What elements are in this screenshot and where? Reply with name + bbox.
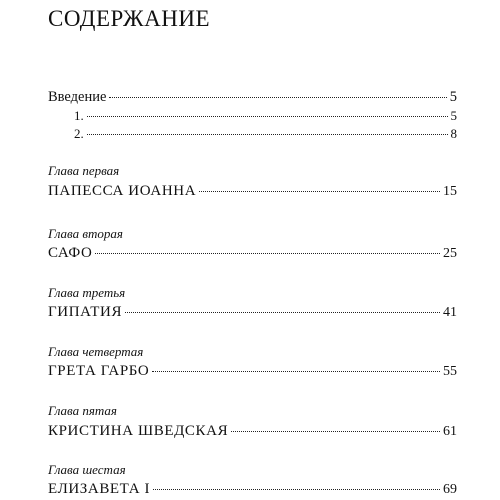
- dot-leader: [95, 253, 440, 254]
- toc-subentry-label: 1.: [74, 108, 84, 123]
- toc-entry-introduction[interactable]: [48, 88, 457, 106]
- toc-subentry-2[interactable]: [74, 126, 457, 142]
- toc-page-number: 25: [443, 246, 457, 261]
- toc-page-number: 5: [449, 89, 457, 105]
- dot-leader: [87, 116, 448, 117]
- page-title: СОДЕРЖАНИЕ: [48, 6, 211, 31]
- chapter-title: ГИПАТИЯ: [48, 304, 123, 320]
- dot-leader: [153, 489, 440, 490]
- dot-leader: [109, 97, 446, 98]
- toc-entry-chapter-1[interactable]: [48, 182, 457, 201]
- toc-page-number: 55: [443, 364, 457, 379]
- dot-leader: [152, 371, 440, 372]
- chapter-kicker: Глава первая: [48, 163, 120, 178]
- dot-leader: [87, 134, 448, 135]
- toc-entry-chapter-4[interactable]: [48, 362, 457, 381]
- toc-page-number: 5: [450, 108, 457, 123]
- chapter-title: САФО: [48, 245, 93, 261]
- toc-subentry-label: 2.: [74, 126, 84, 141]
- chapter-kicker: Глава вторая: [48, 226, 123, 241]
- chapter-kicker: Глава пятая: [48, 403, 117, 418]
- chapter-title: ПАПЕССА ИОАННА: [48, 183, 197, 199]
- dot-leader: [125, 312, 440, 313]
- toc-subentry-1[interactable]: [74, 108, 457, 124]
- toc-page-number: 61: [443, 424, 457, 439]
- toc-page-number: 8: [450, 126, 457, 141]
- toc-entry-label: Введение: [48, 89, 107, 105]
- chapter-kicker: Глава четвертая: [48, 344, 144, 359]
- dot-leader: [231, 431, 440, 432]
- chapter-kicker: Глава третья: [48, 285, 126, 300]
- chapter-title: ГРЕТА ГАРБО: [48, 363, 150, 379]
- chapter-title: ЕЛИЗАВЕТА I: [48, 481, 151, 497]
- dot-leader: [199, 191, 440, 192]
- toc-entry-chapter-5[interactable]: [48, 422, 457, 441]
- toc-entry-chapter-2[interactable]: [48, 244, 457, 263]
- toc-entry-chapter-6[interactable]: [48, 480, 457, 499]
- toc-page-number: 15: [443, 184, 457, 199]
- toc-page-number: 69: [443, 482, 457, 497]
- toc-page-number: 41: [443, 305, 457, 320]
- toc-entry-chapter-3[interactable]: [48, 303, 457, 322]
- chapter-kicker: Глава шестая: [48, 462, 126, 477]
- chapter-title: КРИСТИНА ШВЕДСКАЯ: [48, 423, 229, 439]
